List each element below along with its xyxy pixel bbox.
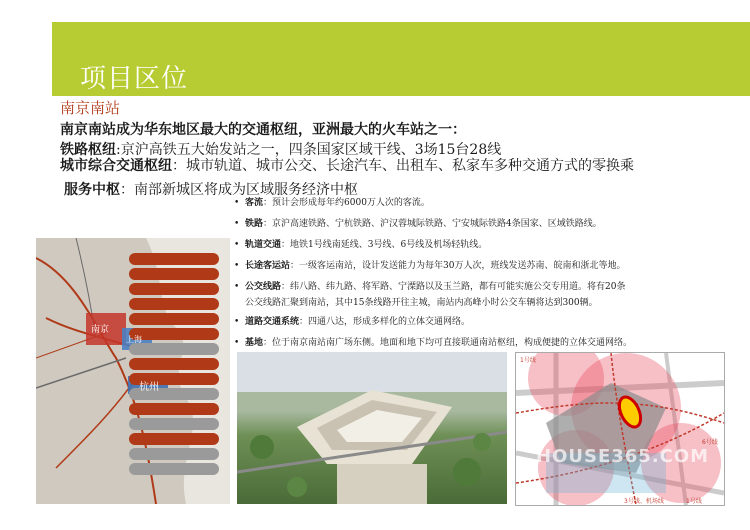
intro-line-1: 南京南站成为华东地区最大的交通枢纽，亚洲最大的火车站之一： bbox=[60, 122, 466, 138]
legend-bar bbox=[129, 253, 219, 265]
city-label-shanghai: 上海 bbox=[126, 335, 142, 344]
label-line1-bottom: 1号线 bbox=[686, 498, 702, 505]
bullet-item bbox=[233, 333, 743, 354]
bullet-list bbox=[233, 193, 743, 354]
legend-bar bbox=[129, 268, 219, 280]
legend-bar bbox=[129, 463, 219, 475]
city-label-hangzhou: 杭州 bbox=[139, 382, 159, 393]
label-line6: 6号线 bbox=[702, 439, 718, 446]
regional-rail-map bbox=[36, 238, 230, 504]
intro-line-4-text: ：南部新城区将成为区域服务经济中枢 bbox=[120, 182, 358, 198]
site-transit-diagram bbox=[515, 352, 725, 506]
legend-bar bbox=[129, 358, 219, 370]
bullet-item bbox=[233, 214, 743, 235]
bullet-key: 长途客运站 bbox=[245, 261, 291, 271]
bullet-text: ：一级客运南站，设计发送能力为每年30万人次，班线发送苏南、皖南和浙北等地。 bbox=[290, 261, 626, 271]
bullet-text-continued: 公交线路汇聚到南站，其中15条线路开往主城，南站内高峰小时公交车辆将达到300辆。 bbox=[245, 298, 598, 308]
station-aerial-photo bbox=[237, 352, 507, 504]
watermark: HOUSE365.COM bbox=[536, 446, 710, 467]
bullet-key: 客流 bbox=[245, 198, 264, 208]
bullet-text: ：京沪高速铁路、宁杭铁路、沪汉蓉城际铁路、宁安城际铁路4条国家、区域铁路线。 bbox=[263, 219, 602, 229]
bullet-key: 基地 bbox=[245, 338, 264, 348]
intro-line-4-key: 服务中枢 bbox=[64, 182, 120, 198]
intro-line-2-text: :京沪高铁五大始发站之一，四条国家区域干线、3场15台28线 bbox=[116, 142, 502, 158]
bullet-text: ：预计会形成每年约6000万人次的客流。 bbox=[263, 198, 430, 208]
bullet-text: ：纬八路、纬九路、将军路、宁溧路以及玉兰路，都有可能实施公交专用道。将有20条 bbox=[281, 282, 626, 292]
bullet-item bbox=[233, 193, 743, 214]
legend-bar bbox=[129, 283, 219, 295]
page-title: 项目区位 bbox=[80, 64, 189, 94]
bullet-item bbox=[233, 235, 743, 256]
legend-bar bbox=[129, 433, 219, 445]
intro-line-3 bbox=[60, 157, 634, 176]
legend-bar bbox=[129, 418, 219, 430]
bullet-text: ：地铁1号线南延线、3号线、6号线及机场轻轨线。 bbox=[281, 240, 488, 250]
intro-line-3-text: ：城市轨道、城市公交、长途汽车、出租车、私家车多种交通方式的零换乘 bbox=[172, 158, 634, 174]
section-subtitle: 南京南站 bbox=[60, 99, 121, 117]
legend-bar bbox=[129, 448, 219, 460]
bullet-text: ：四通八达，形成多样化的立体交通网络。 bbox=[299, 317, 471, 327]
intro-line-2-key: 铁路枢纽 bbox=[60, 142, 116, 158]
bullet-text: ：位于南京南站南广场东侧。地面和地下均可直接联通南站枢纽，构成便捷的立体交通网络。 bbox=[263, 338, 633, 348]
bullet-key: 铁路 bbox=[245, 219, 264, 229]
map-legend bbox=[129, 253, 219, 478]
station-render bbox=[237, 352, 507, 504]
legend-bar bbox=[129, 298, 219, 310]
label-line1-top: 1号线 bbox=[520, 357, 536, 364]
legend-bar bbox=[129, 313, 219, 325]
diagram-graphic bbox=[516, 353, 724, 505]
bullet-key: 道路交通系统 bbox=[245, 317, 300, 327]
city-label-nanjing: 南京 bbox=[91, 325, 110, 335]
bullet-key: 轨道交通 bbox=[245, 240, 282, 250]
bullet-item bbox=[233, 312, 743, 333]
bullet-item bbox=[233, 256, 743, 277]
bullet-key: 公交线路 bbox=[245, 282, 282, 292]
label-line3-airport: 3号线、机场线 bbox=[624, 498, 664, 505]
intro-line-3-key: 城市综合交通枢纽 bbox=[60, 158, 172, 174]
legend-bar bbox=[129, 403, 219, 415]
bullet-item bbox=[233, 277, 743, 312]
